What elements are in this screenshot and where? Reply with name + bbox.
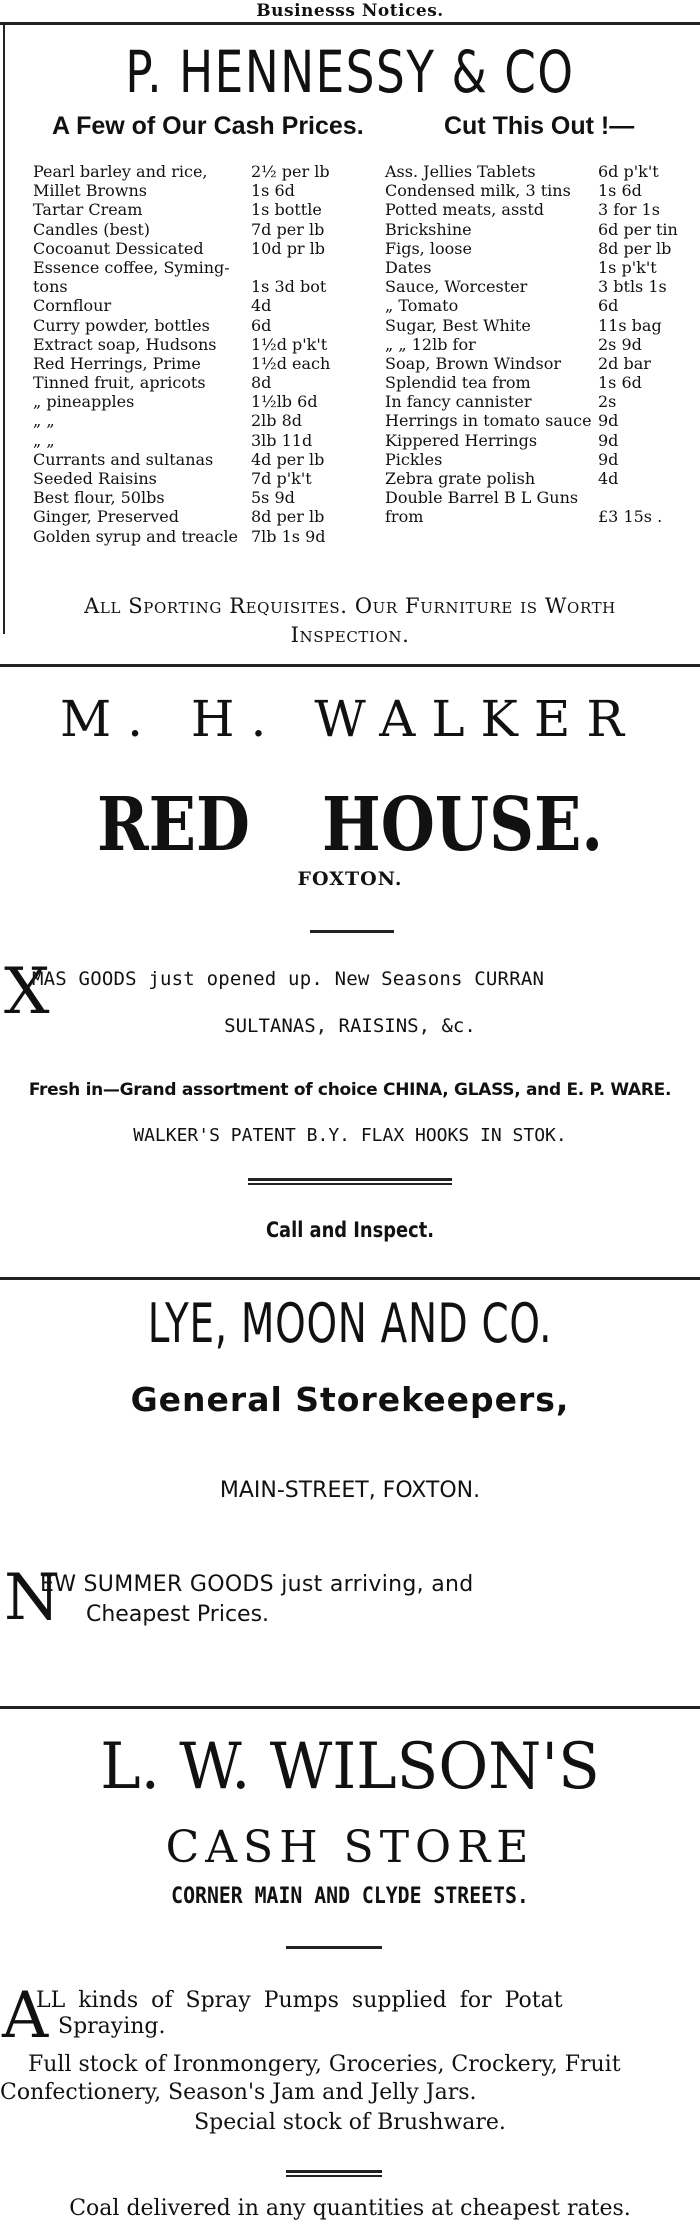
price-item: Cocoanut Dessicated	[33, 238, 204, 258]
price-item: Potted meats, asstd	[385, 200, 545, 220]
price-row	[33, 258, 378, 277]
price-value: 10d pr lb	[251, 238, 326, 258]
price-item: Condensed milk, 3 tins	[385, 181, 571, 201]
price-value: 7d p'k't	[251, 469, 312, 488]
price-list-right	[385, 162, 700, 527]
price-item: Sauce, Worcester	[385, 277, 528, 297]
brushware-line: Special stock of Brushware.	[194, 2110, 506, 2135]
price-row	[385, 488, 700, 507]
price-value: 1s 6d	[598, 373, 642, 393]
price-value: 1s 6d	[251, 181, 295, 201]
short-rule	[310, 930, 394, 933]
price-row	[33, 507, 378, 526]
price-value: 9d	[598, 449, 619, 469]
price-row	[33, 162, 378, 181]
price-row	[33, 527, 378, 546]
price-value: 6d	[598, 296, 619, 316]
price-item: Curry powder, bottles	[33, 315, 210, 335]
price-row	[33, 316, 378, 335]
short-rule	[286, 1946, 382, 1949]
price-item: Cornflour	[33, 296, 112, 316]
price-row	[385, 296, 700, 315]
price-value: 9d	[598, 430, 619, 450]
red-house-title: RED HOUSE.	[97, 782, 603, 868]
top-rule	[0, 22, 700, 25]
sporting-line-2: Inspection.	[290, 623, 410, 647]
price-value: 1s p'k't	[598, 257, 657, 277]
price-row	[385, 277, 700, 296]
sporting-notice	[0, 592, 700, 650]
price-item: Double Barrel B L Guns	[385, 488, 579, 508]
price-item: In fancy cannister	[385, 392, 532, 412]
xmas-line-1: MAS GOODS just opened up. New Seasons CURRAN	[32, 968, 545, 990]
price-value: 1s 3d bot	[251, 277, 327, 297]
price-value: 4d	[598, 469, 619, 488]
price-value: 1s 6d	[598, 181, 642, 201]
price-item: Ass. Jellies Tablets	[385, 162, 536, 181]
price-row	[385, 431, 700, 450]
price-row	[385, 258, 700, 277]
walker-town: FOXTON.	[297, 868, 403, 890]
price-list-left	[33, 162, 378, 546]
price-item: Best flour, 50lbs	[33, 488, 165, 508]
lye-moon-street: MAIN-STREET, FOXTON.	[219, 1478, 481, 1503]
masthead: Businesss Notices.	[256, 1, 444, 21]
price-value: 2½ per lb	[251, 162, 330, 181]
price-row	[385, 335, 700, 354]
lye-moon-name: LYE, MOON AND CO.	[147, 1292, 553, 1355]
price-row	[385, 239, 700, 258]
price-value: £3 15s .	[598, 507, 663, 527]
price-value: 6d	[251, 315, 272, 335]
price-row	[33, 296, 378, 315]
price-value: 7d per lb	[251, 219, 325, 239]
price-value: 2s 9d	[598, 334, 642, 354]
price-row	[385, 507, 700, 526]
price-value: 1½d p'k't	[251, 334, 328, 354]
price-value: 4d per lb	[251, 449, 325, 469]
price-row	[385, 181, 700, 200]
price-value: 1½lb 6d	[251, 392, 318, 412]
price-item: Millet Browns	[33, 181, 147, 201]
stock-line-2: Confectionery, Season's Jam and Jelly Jars.	[0, 2080, 477, 2105]
price-item: Currants and sultanas	[33, 449, 214, 469]
price-item: Extract soap, Hudsons	[33, 334, 217, 354]
price-row	[385, 162, 700, 181]
price-row	[33, 239, 378, 258]
spray-line-1: LL kinds of Spray Pumps supplied for Potat	[36, 1988, 563, 2013]
sporting-line-1: All Sporting Requisites. Our Furniture is Worth	[84, 594, 616, 618]
price-value: 8d per lb	[598, 238, 672, 258]
wilson-corner: CORNER MAIN AND CLYDE STREETS.	[171, 1884, 529, 1909]
price-row	[33, 450, 378, 469]
price-item: Splendid tea from	[385, 373, 531, 393]
price-item: „ „	[33, 411, 55, 431]
price-item: Pearl barley and rice,	[33, 162, 208, 181]
price-item: Soap, Brown Windsor	[385, 353, 561, 373]
cut-this-out: Cut This Out !—	[444, 112, 635, 140]
price-value: 2lb 8d	[251, 411, 303, 431]
price-item: Herrings in tomato sauce	[385, 411, 592, 431]
price-item: Dates	[385, 257, 432, 277]
summer-line-2: Cheapest Prices.	[86, 1602, 270, 1627]
price-item: „ Tomato	[385, 296, 459, 316]
drop-cap: A	[2, 1979, 49, 2053]
price-row	[33, 431, 378, 450]
price-item: „ pineapples	[33, 392, 135, 412]
price-value: 11s bag	[598, 315, 662, 335]
price-item: Pickles	[385, 449, 443, 469]
drop-cap: N	[4, 1561, 60, 1635]
price-value: 7lb 1s 9d	[251, 526, 326, 546]
price-row	[33, 488, 378, 507]
coal-line: Coal delivered in any quantities at cheapest rates.	[69, 2196, 631, 2221]
spray-line-2: Spraying.	[58, 2014, 166, 2039]
price-row	[33, 411, 378, 430]
price-row	[385, 220, 700, 239]
price-row	[33, 220, 378, 239]
price-value: 5s 9d	[251, 488, 295, 508]
price-value: 9d	[598, 411, 619, 431]
price-item: Tinned fruit, apricots	[33, 373, 206, 393]
hennessy-subtitle	[0, 112, 700, 142]
price-item: Figs, loose	[385, 238, 472, 258]
price-value: 1s bottle	[251, 200, 322, 220]
price-row	[385, 469, 700, 488]
price-item: Kippered Herrings	[385, 430, 538, 450]
price-value: 3 for 1s	[598, 200, 660, 220]
xmas-line-2: SULTANAS, RAISINS, &c.	[224, 1015, 476, 1037]
price-item: „ „	[33, 430, 55, 450]
price-item: tons	[33, 277, 68, 297]
price-item: Essence coffee, Syming-	[33, 257, 230, 277]
price-row	[33, 373, 378, 392]
price-item: „ „ 12lb for	[385, 334, 476, 354]
price-row	[385, 200, 700, 219]
wilson-name: L. W. WILSON'S	[100, 1730, 600, 1804]
price-row	[33, 354, 378, 373]
double-rule	[248, 1178, 452, 1185]
price-value: 2s	[598, 392, 617, 412]
price-row	[33, 469, 378, 488]
section-divider	[0, 1277, 700, 1280]
price-item: Sugar, Best White	[385, 315, 531, 335]
stock-line-1: Full stock of Ironmongery, Groceries, Crockery, Fruit	[28, 2052, 621, 2077]
hennessy-name: P. HENNESSY & CO	[125, 38, 575, 106]
price-item: Seeded Raisins	[33, 469, 157, 488]
price-value: 8d per lb	[251, 507, 325, 527]
price-row	[385, 392, 700, 411]
price-row	[33, 277, 378, 296]
fresh-in-line: Fresh in—Grand assortment of choice CHINA, GLASS, and E. P. WARE.	[28, 1080, 672, 1100]
cash-prices-heading: A Few of Our Cash Prices.	[52, 112, 364, 140]
price-row	[33, 392, 378, 411]
price-value: 3 btls 1s	[598, 277, 667, 297]
price-row	[385, 354, 700, 373]
call-and-inspect: Call and Inspect.	[265, 1218, 435, 1242]
price-row	[385, 450, 700, 469]
drop-cap: X	[4, 955, 50, 1029]
price-value: 1½d each	[251, 353, 331, 373]
cash-store: CASH STORE	[165, 1822, 535, 1873]
price-value: 3lb 11d	[251, 430, 313, 450]
price-row	[385, 411, 700, 430]
price-item: Zebra grate polish	[385, 469, 536, 488]
price-row	[385, 316, 700, 335]
walker-name: M. H. WALKER	[59, 690, 641, 748]
price-row	[33, 181, 378, 200]
section-divider	[0, 664, 700, 667]
price-row	[385, 373, 700, 392]
price-row	[33, 335, 378, 354]
price-item: Red Herrings, Prime	[33, 353, 201, 373]
price-value: 6d p'k't	[598, 162, 659, 181]
price-item: Ginger, Preserved	[33, 507, 179, 527]
section-divider	[0, 1706, 700, 1709]
price-item: from	[385, 507, 424, 527]
price-item: Brickshine	[385, 219, 472, 239]
summer-line-1: EW SUMMER GOODS just arriving, and	[40, 1572, 474, 1597]
price-value: 6d per tin	[598, 219, 678, 239]
price-value: 4d	[251, 296, 272, 316]
price-row	[33, 200, 378, 219]
patent-line: WALKER'S PATENT B.Y. FLAX HOOKS IN STOK.	[133, 1125, 567, 1146]
price-value: 8d	[251, 373, 272, 393]
double-rule	[286, 2170, 382, 2177]
price-item: Candles (best)	[33, 219, 151, 239]
price-value: 2d bar	[598, 353, 651, 373]
price-item: Golden syrup and treacle	[33, 526, 238, 546]
price-item: Tartar Cream	[33, 200, 143, 220]
general-storekeepers: General Storekeepers,	[130, 1380, 570, 1419]
